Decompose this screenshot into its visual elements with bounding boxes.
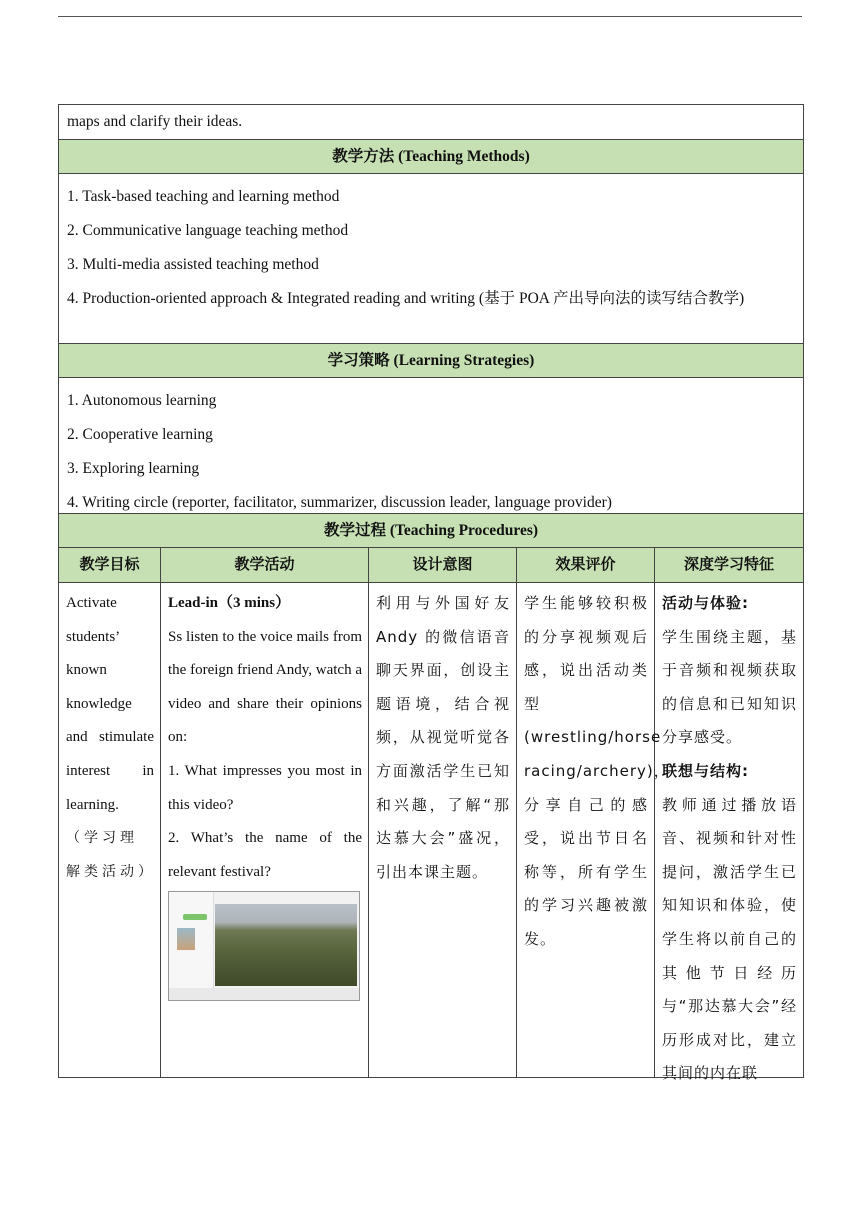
teaching-methods-header: 教学方法 (Teaching Methods) <box>59 140 803 174</box>
feature-2-text: 教师通过播放语音、视频和针对性提问，激活学生已知知识和体验，使学生将以前自己的其他节日经历与“那达慕大会”经历形成对比，建立其间的内在联 <box>662 795 797 1083</box>
design-intent-cell: 利用与外国好友 Andy 的微信语音聊天界面，创设主题语境，结合视频，从视觉听觉各方面激活学生已知和兴趣，了解“那达慕大会”盛况，引出本课主题。 <box>369 583 517 1077</box>
intro-text: maps and clarify their ideas. <box>67 113 243 130</box>
player-control-bar <box>169 988 359 1000</box>
column-header-activity: 教学活动 <box>161 548 369 582</box>
method-item: 2. Communicative language teaching method <box>67 222 349 239</box>
procedures-row <box>59 583 803 1083</box>
header-rule <box>58 16 802 17</box>
column-header-deep-learning: 深度学习特征 <box>655 548 803 582</box>
method-item: 4. Production-oriented approach & Integrated reading and writing (基于 POA 产出导向法的读写结合教学) <box>67 290 745 307</box>
strategy-item: 4. Writing circle (reporter, facilitator, summarizer, discussion leader, language provider) <box>67 494 612 511</box>
video-screenshot-image <box>168 891 360 1001</box>
column-header-evaluation: 效果评价 <box>517 548 655 582</box>
feature-2-title: 联想与结构: <box>662 761 749 780</box>
strategy-item: 1. Autonomous learning <box>67 392 217 409</box>
teaching-methods-list <box>59 174 803 344</box>
method-item: 1. Task-based teaching and learning method <box>67 188 340 205</box>
grassland-video-frame <box>215 904 357 986</box>
activity-question-2: 2. What’s the name of the relevant festival? <box>168 830 362 880</box>
strategy-item: 3. Exploring learning <box>67 460 200 477</box>
voice-message-bubble <box>183 914 207 920</box>
objective-text: Activate students’ known knowledge and stimulate interest in learning. <box>66 595 154 813</box>
chat-photo <box>177 928 195 950</box>
activity-title: Lead-in（3 mins） <box>168 595 291 611</box>
column-header-objective: 教学目标 <box>59 548 161 582</box>
evaluation-cell: 学生能够较积极的分享视频观后感，说出活动类型(wrestling/horse racing/archery)，分享自己的感受，说出节日名称等，所有学生的学习兴趣被激发。 <box>517 583 655 1077</box>
lesson-plan-table <box>58 104 804 1083</box>
column-header-design-intent: 设计意图 <box>369 548 517 582</box>
method-item: 3. Multi-media assisted teaching method <box>67 256 319 273</box>
feature-1-text: 学生围绕主题，基于音频和视频获取的信息和已知知识分享感受。 <box>662 627 797 747</box>
intro-row <box>59 105 803 140</box>
learning-strategies-header: 学习策略 (Learning Strategies) <box>59 344 803 378</box>
activity-cell <box>161 583 369 1077</box>
learning-strategies-list <box>59 378 803 514</box>
feature-1-title: 活动与体验: <box>662 594 749 612</box>
strategy-item: 2. Cooperative learning <box>67 426 213 443</box>
activity-question-1: 1. What impresses you most in this video? <box>168 762 362 813</box>
procedures-column-headers <box>59 548 803 583</box>
objective-cell <box>59 583 161 1077</box>
activity-intro: Ss listen to the voice mails from the foreign friend Andy, watch a video and share their opinions on: <box>168 628 362 746</box>
objective-type: （学习理解类活动） <box>66 830 156 880</box>
teaching-procedures-header: 教学过程 (Teaching Procedures) <box>59 514 803 548</box>
deep-learning-cell <box>655 583 803 1083</box>
